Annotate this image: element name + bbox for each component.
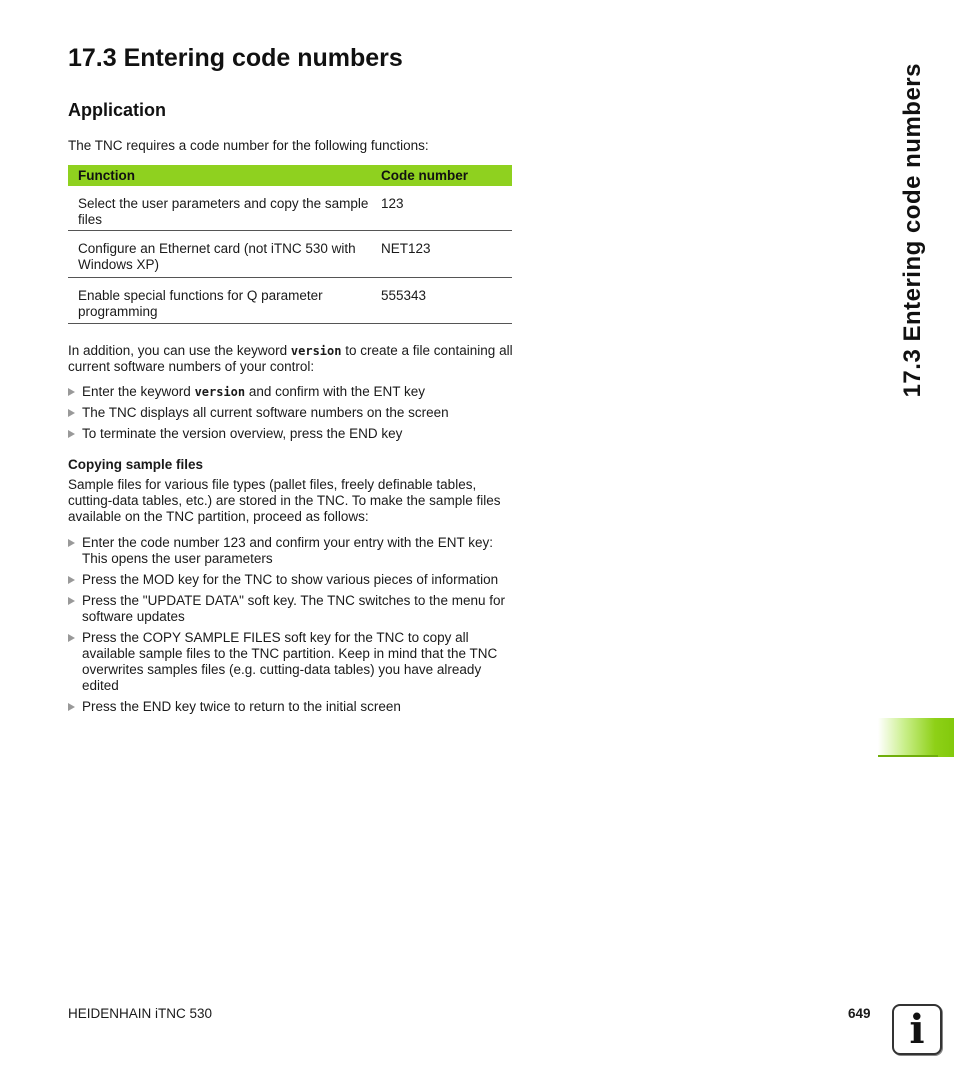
version-keyword-paragraph	[68, 343, 516, 375]
table-row	[68, 231, 512, 278]
side-title-text: 17.3 Entering code numbers	[899, 63, 926, 398]
arrow-right-icon	[68, 388, 75, 396]
list-item	[68, 572, 508, 588]
version-steps-list	[68, 384, 516, 447]
chapter-thumb-tab	[878, 718, 954, 757]
code-number-table	[68, 165, 512, 324]
step-text: Press the END key twice to return to the initial screen	[82, 699, 401, 714]
table-cell-function: Select the user parameters and copy the sample files	[68, 186, 371, 231]
paragraph-text: to create a file containing all current software numbers of your control:	[68, 343, 513, 374]
step-text: Enter the code number 123 and confirm your entry with the ENT key: This opens the user parameters	[82, 535, 493, 566]
side-running-title	[898, 63, 928, 398]
list-item	[68, 384, 516, 400]
table-cell-code: NET123	[371, 231, 512, 278]
copying-intro: Sample files for various file types (pallet files, freely definable tables, cutting-data tables, etc.) are stored in the TNC. To make the sample files available on the TNC partition, proceed as follows:	[68, 477, 501, 524]
table-cell-function: Enable special functions for Q parameter programming	[68, 278, 371, 324]
list-item	[68, 699, 508, 715]
column-header-function: Function	[68, 165, 371, 186]
arrow-right-icon	[68, 634, 75, 642]
column-header-code-number: Code number	[371, 165, 512, 186]
arrow-right-icon	[68, 409, 75, 417]
step-text: To terminate the version overview, press the END key	[82, 426, 403, 441]
step-text: The TNC displays all current software numbers on the screen	[82, 405, 449, 420]
arrow-right-icon	[68, 703, 75, 711]
arrow-right-icon	[68, 539, 75, 547]
copying-steps-list	[68, 535, 508, 720]
chapter-tab-underline	[878, 755, 938, 757]
table-row	[68, 278, 512, 324]
step-text: and confirm with the ENT key	[245, 384, 425, 399]
list-item	[68, 535, 508, 567]
application-intro: The TNC requires a code number for the following functions:	[68, 138, 429, 153]
table-cell-code: 123	[371, 186, 512, 231]
keyword-version: version	[194, 385, 246, 399]
page-number: 649	[848, 1006, 871, 1021]
paragraph-text: In addition, you can use the keyword	[68, 343, 291, 358]
section-heading-application: Application	[68, 100, 166, 120]
step-text: Enter the keyword	[82, 384, 195, 399]
footer-product: HEIDENHAIN iTNC 530	[68, 1006, 213, 1021]
table-cell-function: Configure an Ethernet card (not iTNC 530 with Windows XP)	[68, 231, 371, 278]
step-text: Press the COPY SAMPLE FILES soft key for the TNC to copy all available sample files to the TNC partition. Keep in mind that the TNC overwrites samples files (e.g. cutting-data tables) you have already edited	[82, 630, 498, 693]
step-text: Press the MOD key for the TNC to show various pieces of information	[82, 572, 499, 587]
table-header-row	[68, 165, 512, 186]
keyword-version: version	[290, 344, 342, 358]
info-icon: i	[892, 1004, 942, 1055]
arrow-right-icon	[68, 597, 75, 605]
subheading-copying-sample-files: Copying sample files	[68, 457, 204, 472]
arrow-right-icon	[68, 576, 75, 584]
table-cell-code: 555343	[371, 278, 512, 324]
list-item	[68, 426, 516, 442]
list-item	[68, 405, 516, 421]
page-title: 17.3 Entering code numbers	[68, 44, 403, 72]
table-row	[68, 186, 512, 231]
step-text: Press the "UPDATE DATA" soft key. The TNC switches to the menu for software updates	[82, 593, 505, 624]
list-item	[68, 630, 508, 694]
list-item	[68, 593, 508, 625]
arrow-right-icon	[68, 430, 75, 438]
